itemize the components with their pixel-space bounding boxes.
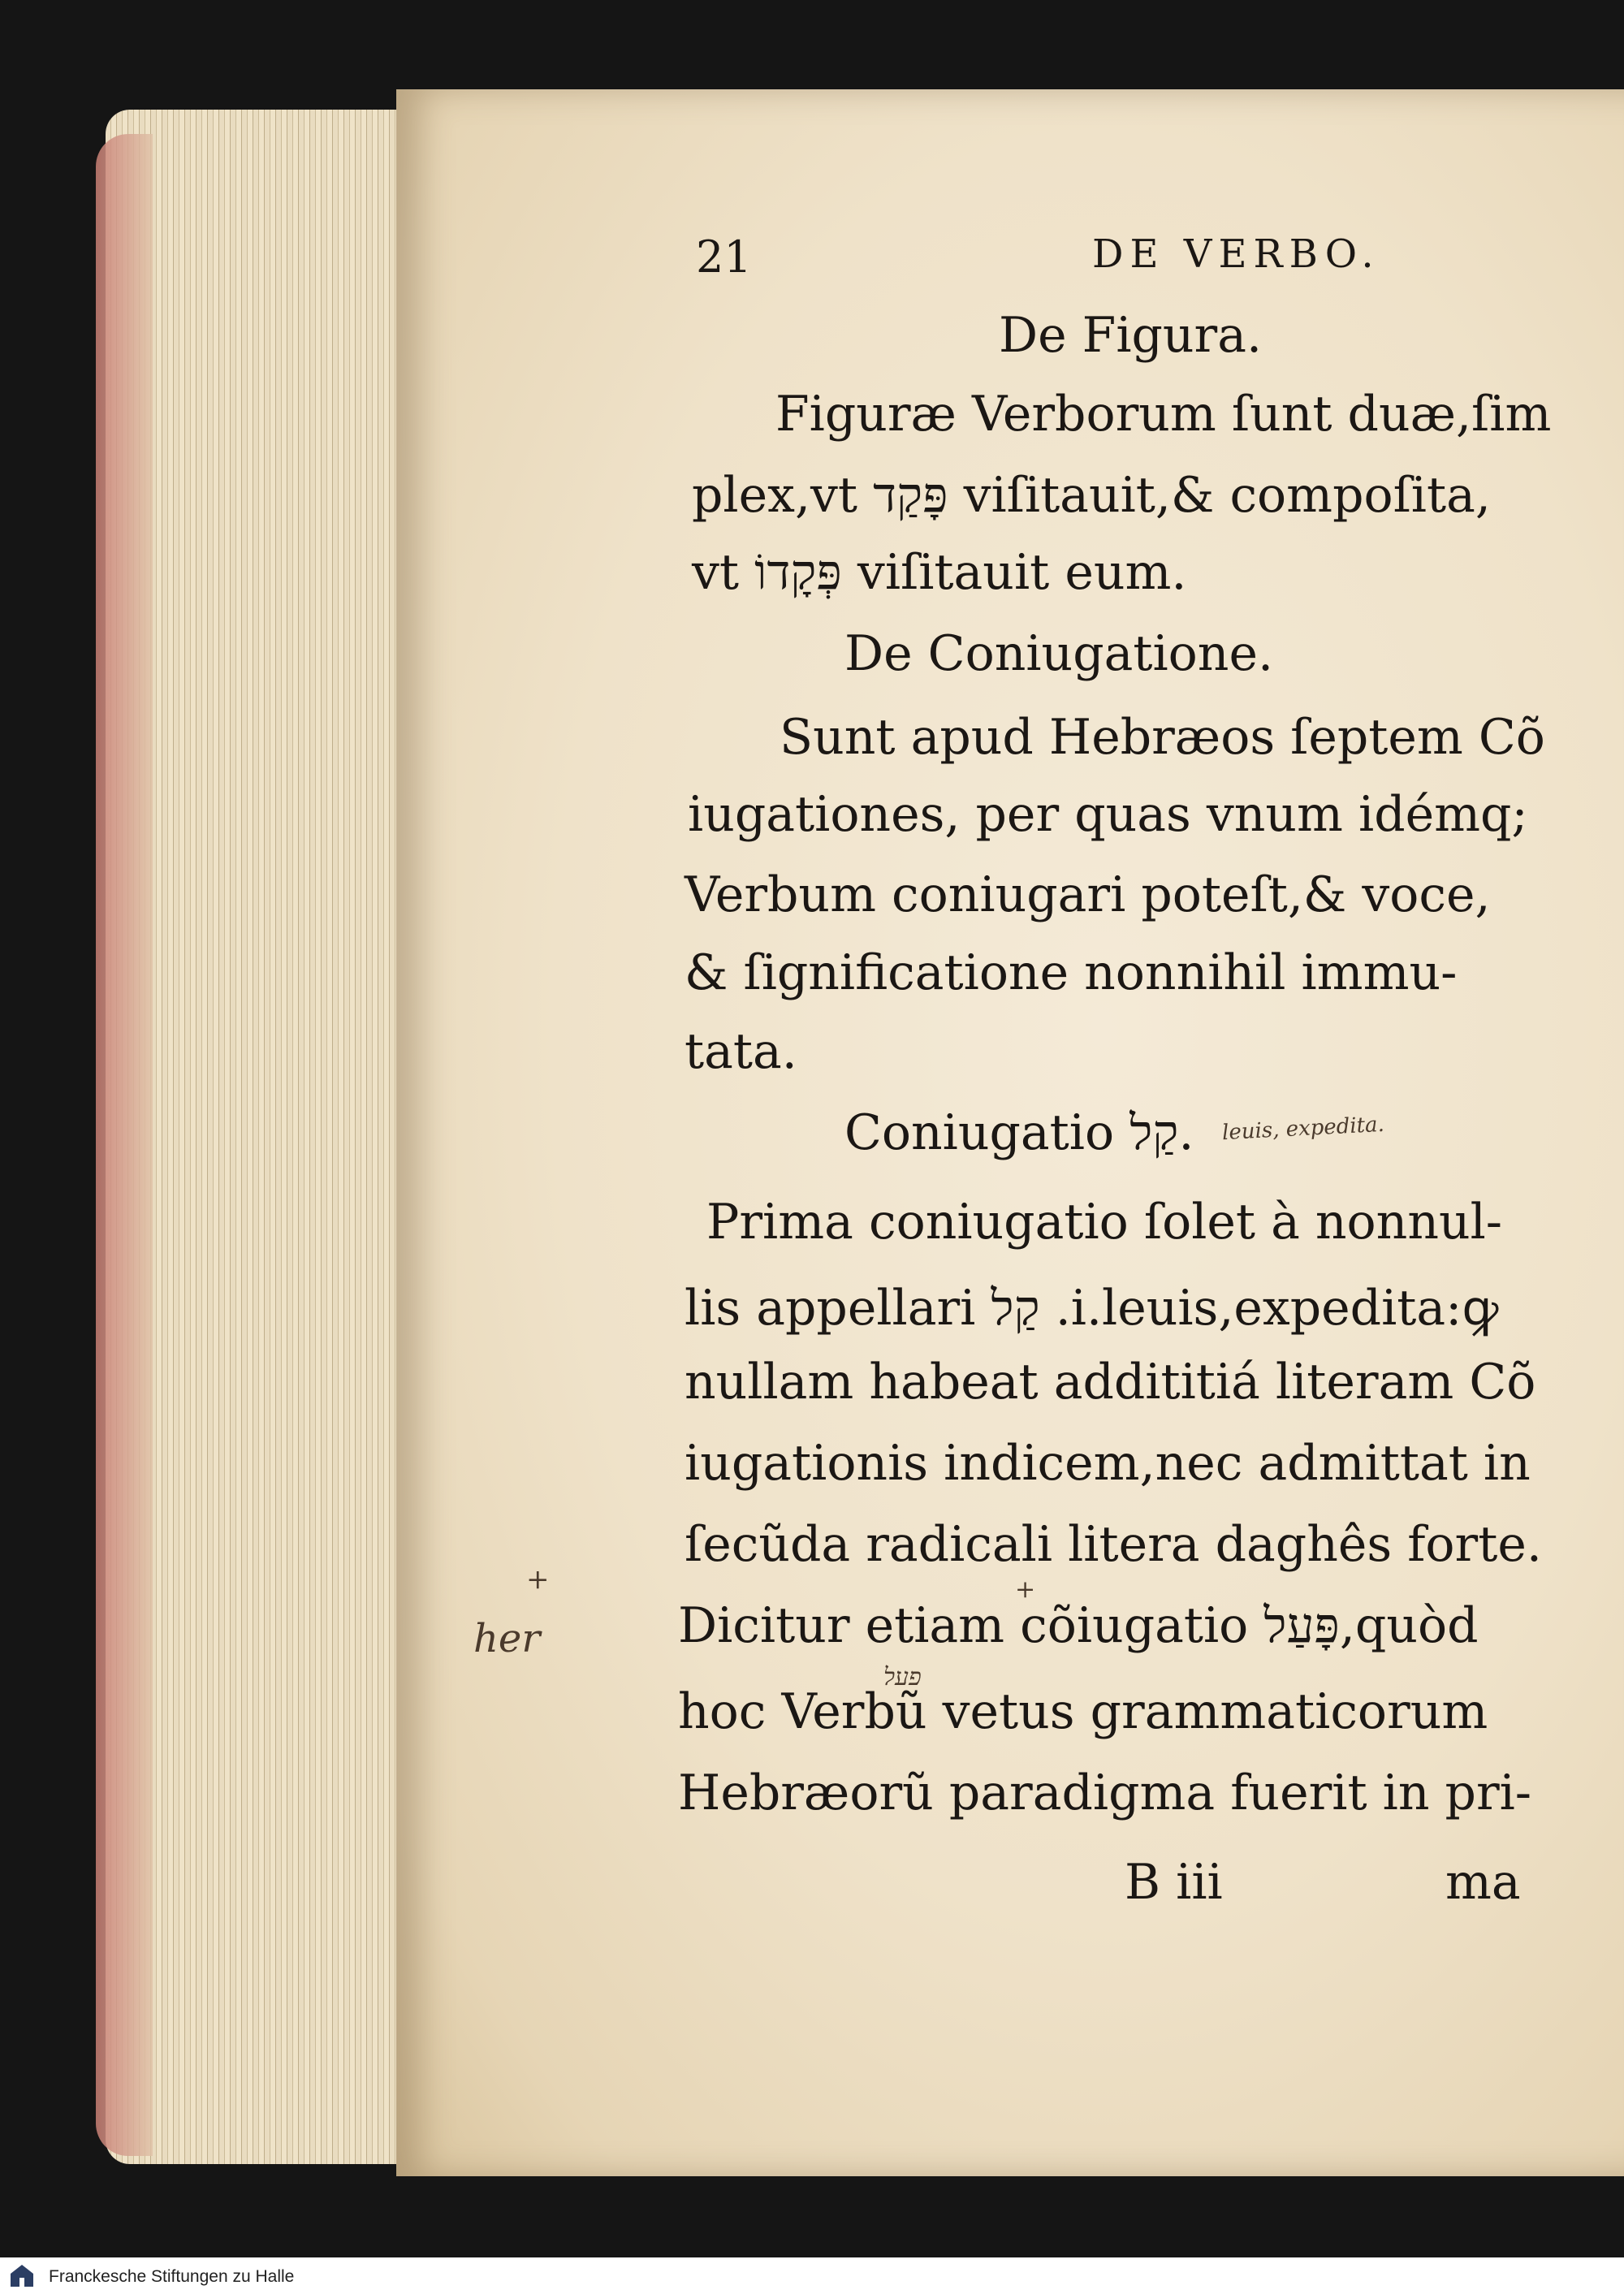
margin-plus-mark: + [526, 1563, 550, 1596]
text-line-12: lis appellari קַל .i.leuis,expedita:ꝙ [685, 1280, 1499, 1337]
text-line-3: vt פְּקָדוֹ viſitauit eum. [692, 544, 1187, 601]
institution-logo-icon [8, 2262, 36, 2290]
text-line-2: plex,vt פָּקַד viſitauit,& compoſita, [692, 467, 1491, 524]
text-line-16: Dicitur etiam cõiugatio פָּעַל,quòd [678, 1597, 1479, 1654]
catchword: ma [1445, 1854, 1521, 1911]
text-line-7: Verbum coniugari poteſt,& voce, [685, 866, 1491, 923]
page-number: 21 [696, 231, 752, 283]
text-line-15: ſecũda radicali litera daghês forte. [685, 1516, 1542, 1573]
heading-de-figura: De Figura. [999, 307, 1263, 364]
handwritten-gloss: leuis, expedita. [1221, 1112, 1385, 1146]
heading-de-coniugatione: De Coniugatione. [844, 625, 1274, 682]
heading-coniugatio-qal: Coniugatio קַל. [844, 1104, 1194, 1161]
text-line-11: Prima coniugatio ſolet à nonnul- [706, 1194, 1503, 1251]
text-line-17: hoc Verbũ vetus grammaticorum [678, 1683, 1488, 1740]
text-line-13: nullam habeat addititiá literam Cõ [685, 1354, 1536, 1411]
text-line-9: tata. [685, 1023, 797, 1080]
text-line-14: iugationis indicem,nec admittat in [685, 1435, 1531, 1492]
inline-plus-mark: + [1015, 1575, 1036, 1604]
text-line-5: Sunt apud Hebræos ſeptem Cõ [780, 709, 1545, 766]
text-line-18: Hebræorũ paradigma fuerit in pri- [678, 1765, 1532, 1821]
margin-note-her: her [473, 1616, 541, 1661]
signature-mark: B iii [1125, 1854, 1223, 1911]
text-line-1: Figuræ Verborum ſunt duæ,ſim [775, 386, 1552, 443]
footer-institution: Franckesche Stiftungen zu Halle [49, 2267, 295, 2286]
text-line-8: & ſignificatione nonnihil immu- [685, 944, 1458, 1001]
red-edge-stain [96, 134, 153, 2156]
running-head: DE VERBO. [1092, 231, 1380, 277]
page-block-edge [106, 110, 430, 2164]
text-line-6: iugationes, per quas vnum idémq; [688, 786, 1528, 843]
handwritten-hebrew-note: פעל [883, 1663, 922, 1691]
